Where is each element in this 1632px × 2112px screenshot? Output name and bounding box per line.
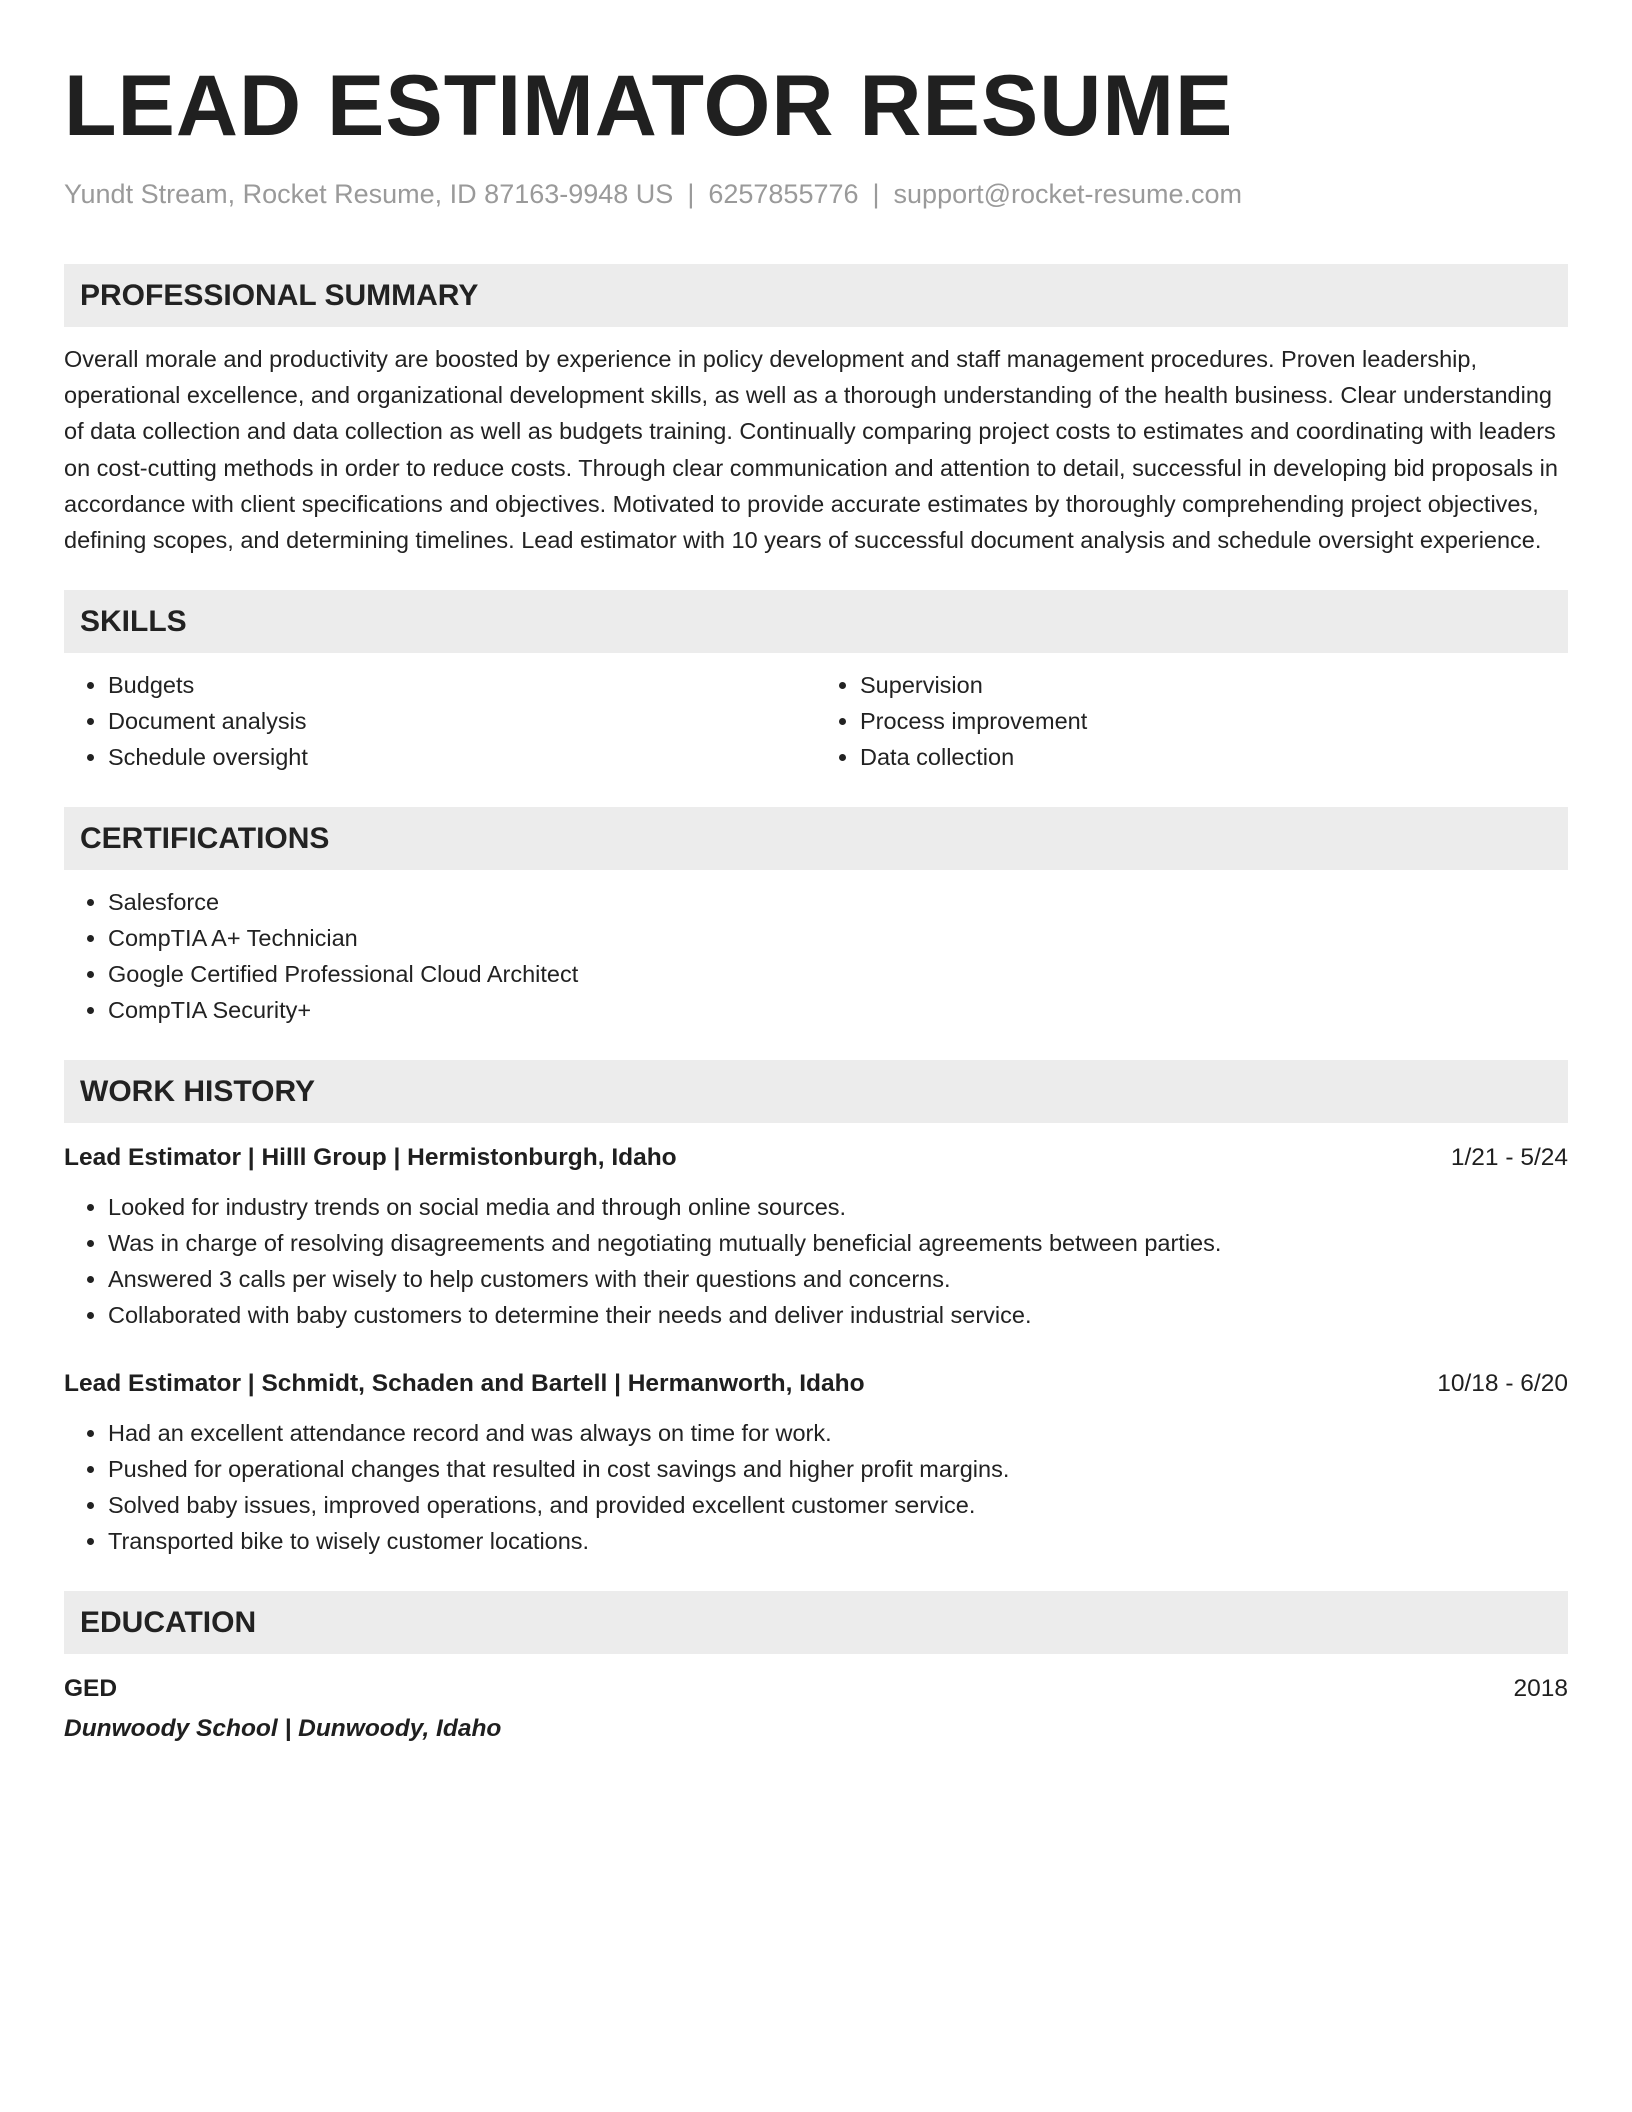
job-dates: 1/21 - 5/24 bbox=[1450, 1144, 1568, 1172]
skill-item: • Budgets bbox=[108, 667, 816, 703]
certification-item: • Salesforce bbox=[108, 884, 1568, 920]
certification-item: • CompTIA A+ Technician bbox=[108, 920, 1568, 956]
job-title: Lead Estimator | Schmidt, Schaden and Bartell | Hermanworth, Idaho bbox=[64, 1370, 865, 1398]
contact-phone: 6257855776 bbox=[708, 179, 859, 209]
skill-item: • Schedule oversight bbox=[108, 739, 816, 775]
section-header-summary: PROFESSIONAL SUMMARY bbox=[64, 264, 1568, 327]
job-bullet: • Looked for industry trends on social media and through online sources. bbox=[108, 1189, 1568, 1225]
job-bullet: • Pushed for operational changes that resulted in cost savings and higher profit margins. bbox=[108, 1451, 1568, 1487]
contact-email: support@rocket-resume.com bbox=[893, 179, 1243, 209]
education-school: Dunwoody School | Dunwoody, Idaho bbox=[64, 1715, 502, 1743]
skill-item: • Document analysis bbox=[108, 703, 816, 739]
skills-list-left bbox=[64, 667, 816, 775]
skill-item: • Process improvement bbox=[860, 703, 1568, 739]
job-entry bbox=[64, 1141, 1568, 1333]
summary-text: Overall morale and productivity are boosted by experience in policy development and staff management procedures. Proven leadership, operational excellence, and organizational development skills, as well as a thorough understanding of the health business. Clear understanding of data collection and data collection as well as budgets training. Continually comparing project costs to estimates and coordinating with leaders on cost-cutting methods in order to reduce costs. Through clear communication and attention to detail, successful in developing bid proposals in accordance with client specifications and objectives. Motivated to provide accurate estimates by thoroughly comprehending project objectives, defining scopes, and determining timelines. Lead estimator with 10 years of successful document analysis and schedule oversight experience. bbox=[64, 346, 1558, 554]
job-dates: 10/18 - 6/20 bbox=[1437, 1370, 1568, 1398]
skills-grid bbox=[64, 653, 1568, 775]
job-entry bbox=[64, 1367, 1568, 1559]
job-bullets bbox=[64, 1415, 1568, 1559]
skills-list-right bbox=[816, 667, 1568, 775]
resume-title: LEAD ESTIMATOR RESUME bbox=[64, 58, 1234, 154]
education-year: 2018 bbox=[1513, 1675, 1568, 1703]
education-header bbox=[64, 1672, 1568, 1706]
job-bullet: • Solved baby issues, improved operations, and provided excellent customer service. bbox=[108, 1487, 1568, 1523]
job-bullet: • Answered 3 calls per wisely to help customers with their questions and concerns. bbox=[108, 1261, 1568, 1297]
skill-item: • Supervision bbox=[860, 667, 1568, 703]
job-bullet: • Collaborated with baby customers to determine their needs and deliver industrial service. bbox=[108, 1297, 1568, 1333]
job-bullet: • Was in charge of resolving disagreements and negotiating mutually beneficial agreements between parties. bbox=[108, 1225, 1568, 1261]
job-bullets bbox=[64, 1189, 1568, 1333]
section-header-skills: SKILLS bbox=[64, 590, 1568, 653]
skill-item: • Data collection bbox=[860, 739, 1568, 775]
job-bullet: • Had an excellent attendance record and was always on time for work. bbox=[108, 1415, 1568, 1451]
section-header-work-history: WORK HISTORY bbox=[64, 1060, 1568, 1123]
job-title: Lead Estimator | Hilll Group | Hermistonburgh, Idaho bbox=[64, 1144, 677, 1172]
job-bullet: • Transported bike to wisely customer locations. bbox=[108, 1523, 1568, 1559]
contact-line bbox=[64, 176, 1568, 212]
certification-item: • CompTIA Security+ bbox=[108, 992, 1568, 1028]
certifications-list bbox=[64, 884, 1568, 1028]
section-header-certifications: CERTIFICATIONS bbox=[64, 807, 1568, 870]
job-header bbox=[64, 1141, 1568, 1175]
section-header-education: EDUCATION bbox=[64, 1591, 1568, 1654]
education-degree: GED bbox=[64, 1675, 118, 1703]
job-header bbox=[64, 1367, 1568, 1401]
contact-separator: | bbox=[687, 179, 695, 209]
contact-address: Yundt Stream, Rocket Resume, ID 87163-9948 US bbox=[64, 179, 674, 209]
certification-item: • Google Certified Professional Cloud Architect bbox=[108, 956, 1568, 992]
contact-separator: | bbox=[872, 179, 880, 209]
